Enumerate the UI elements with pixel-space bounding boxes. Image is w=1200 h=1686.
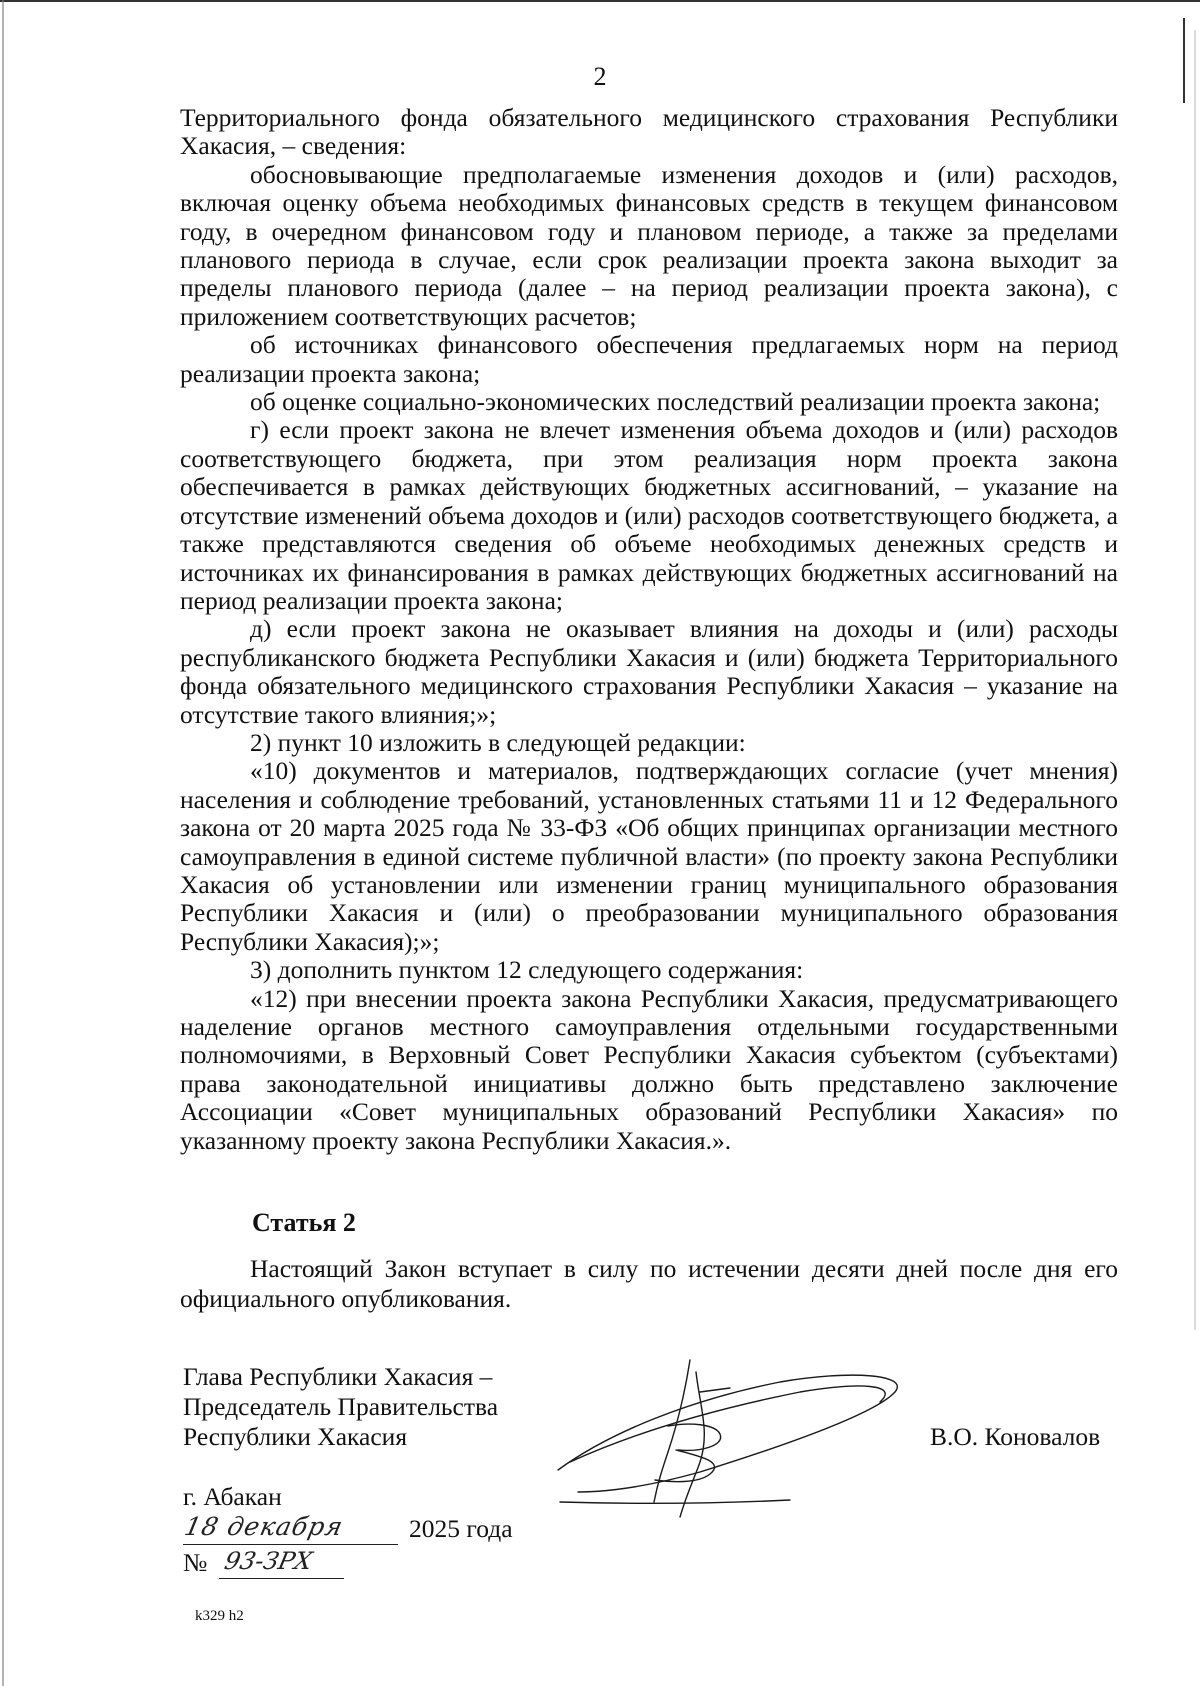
- body-text: [180, 104, 1118, 1155]
- paragraph: «12) при внесении проекта закона Республики Хакасия, предусматривающего наделение органов местного самоуправления отдельными государственными полномочиями, в Верховный Совет Республики Хакасия субъектом (субъектами) права законодательной инициативы должно быть представлено заключение Ассоциации «Совет муниципальных образований Республики Хакасия» по указанному проекту закона Республики Хакасия.».: [180, 983, 1118, 1155]
- place: г. Абакан: [183, 1482, 282, 1511]
- article-title: Статья 2: [252, 1208, 356, 1237]
- scan-edge-top: [0, 0, 1200, 2]
- paragraph: 2) пункт 10 изложить в следующей редакции:: [250, 727, 746, 757]
- paragraph: 3) дополнить пунктом 12 следующего содержания:: [250, 955, 804, 985]
- handwritten-date: 18 декабря: [183, 1512, 398, 1545]
- scan-edge-left: [2, 0, 4, 1686]
- paragraph: д) если проект закона не оказывает влияния на доходы и (или) расходы республиканского бюджета Республики Хакасия и (или) бюджета Территориального фонда обязательного медицинского страхования Республики Хакасия – указание на отсутствие такого влияния;»;: [180, 614, 1118, 729]
- article-text: [180, 1254, 1118, 1314]
- paragraph: «10) документов и материалов, подтверждающих согласие (учет мнения) населения и соблюдение требований, установленных статьями 11 и 12 Федерального закона от 20 марта 2025 года № 33-ФЗ «Об общих принципах организации местного самоуправления в единой системе публичной власти» (по проекту закона Республики Хакасия об установлении или изменении границ муниципального образования Республики Хакасия и (или) о преобразовании муниципального образования Республики Хакасия);»;: [180, 756, 1118, 956]
- handwritten-signature: [550, 1352, 930, 1522]
- paragraph: об источниках финансового обеспечения предлагаемых норм на период реализации проекта закона;: [180, 330, 1118, 388]
- scan-edge-right: [1194, 30, 1196, 1330]
- paragraph: об оценке социально-экономических последствий реализации проекта закона;: [250, 387, 1101, 417]
- handwritten-law-number: 93-ЗРХ: [219, 1546, 344, 1579]
- position-line: Глава Республики Хакасия –: [183, 1362, 493, 1391]
- number-sign: №: [183, 1548, 208, 1577]
- paragraph: Территориального фонда обязательного медицинского страхования Республики Хакасия, – сведения:: [180, 103, 1118, 161]
- paragraph: г) если проект закона не влечет изменения объема доходов и (или) расходов соответствующего бюджета, при этом реализация норм проекта закона обеспечивается в рамках действующих бюджетных ассигнований, – указание на отсутствие изменений объема доходов и (или) расходов соответствующего бюджета, а также представляются сведения об объеме необходимых денежных средств и источниках их финансирования в рамках действующих бюджетных ассигнований на период реализации проекта закона;: [180, 415, 1118, 615]
- page-number: 2: [593, 62, 607, 91]
- document-code: k329 h2: [195, 1608, 244, 1624]
- position-line: Председатель Правительства: [183, 1392, 499, 1421]
- article-paragraph: Настоящий Закон вступает в силу по истечении десяти дней после дня его официального опубликования.: [180, 1254, 1118, 1313]
- signatory-name: В.О. Коновалов: [930, 1422, 1101, 1451]
- position-line: Республики Хакасия: [183, 1422, 408, 1451]
- paragraph: обосновывающие предполагаемые изменения доходов и (или) расходов, включая оценку объема необходимых финансовых средств в текущем финансовом году, в очередном финансовом году и плановом периоде, а также за пределами планового периода в случае, если срок реализации проекта закона выходит за пределы планового периода (далее – на период реализации проекта закона), с приложением соответствующих расчетов;: [180, 159, 1118, 331]
- date-year: 2025 года: [409, 1514, 513, 1543]
- signatory-position: [183, 1362, 498, 1452]
